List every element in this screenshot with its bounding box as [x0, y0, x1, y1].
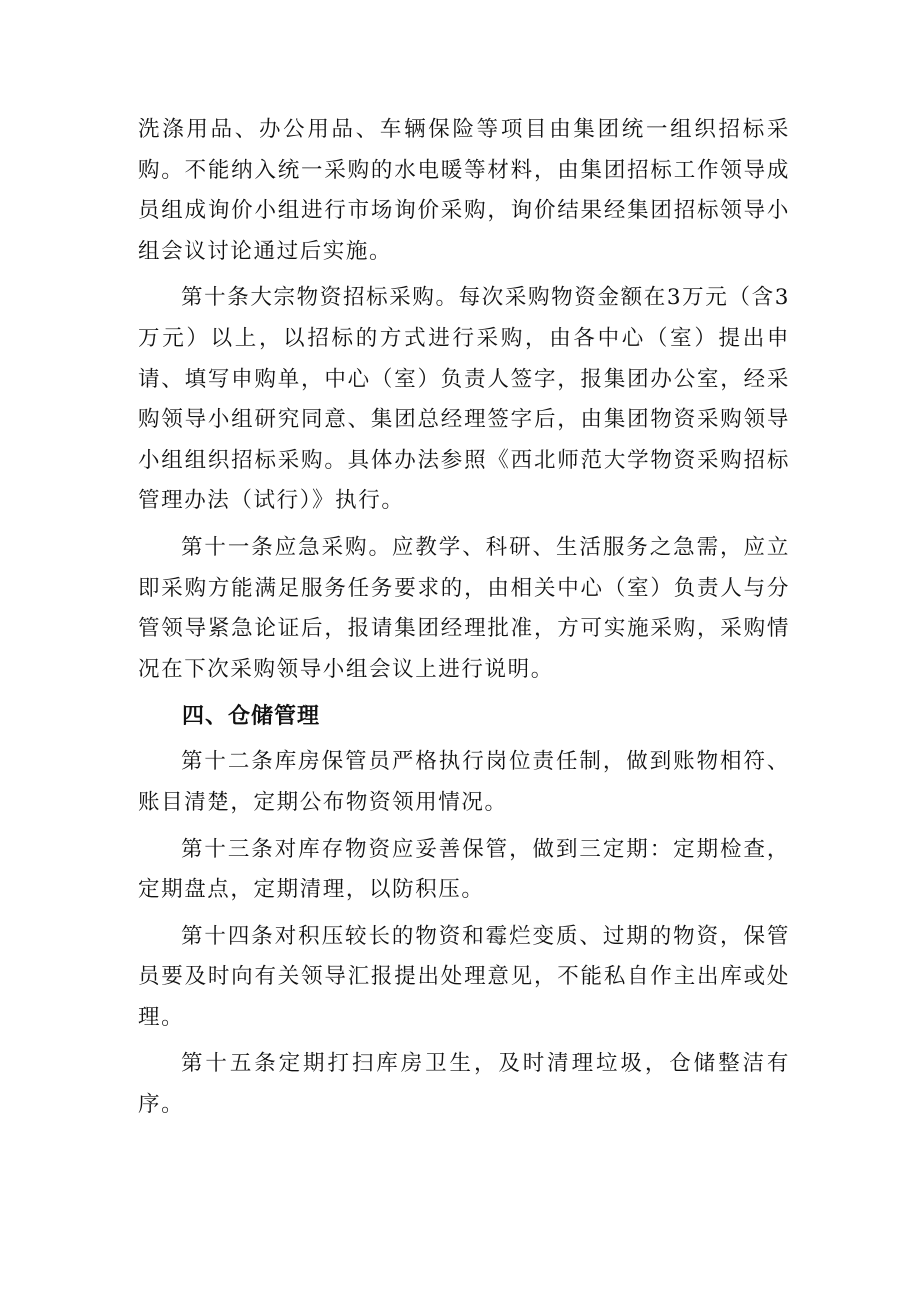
paragraph-article-12: 第十二条库房保管员严格执行岗位责任制，做到账物相符、账目清楚，定期公布物资领用情况。 [138, 749, 790, 815]
paragraph-article-14: 第十四条对积压较长的物资和霉烂变质、过期的物资，保管员要及时向有关领导汇报提出处理意见，不能私自作主出库或处理。 [138, 923, 790, 1030]
paragraph-article-10: 第十条大宗物资招标采购。每次采购物资金额在3万元（含3万元）以上，以招标的方式进行采购，由各中心（室）提出申请、填写申购单，中心（室）负责人签字，报集团办公室，经采购领导小组研究同意、集团总经理签字后，由集团物资采购领导小组组织招标采购。具体办法参照《西北师范大学物资采购招标管理办法（试行）》执行。 [138, 285, 790, 514]
paragraph-article-15: 第十五条定期打扫库房卫生，及时清理垃圾，仓储整洁有序。 [138, 1051, 790, 1118]
paragraph-article-13: 第十三条对库存物资应妥善保管，做到三定期：定期检查，定期盘点，定期清理，以防积压。 [138, 836, 790, 903]
section-heading: 四、仓储管理 [182, 704, 321, 730]
paragraph-article-11: 第十一条应急采购。应教学、科研、生活服务之急需，应立即采购方能满足服务任务要求的，由相关中心（室）负责人与分管领导紧急论证后，报请集团经理批准，方可实施采购，采购情况在下次采购领导小组会议上进行说明。 [138, 534, 790, 682]
document-body [138, 110, 790, 1132]
paragraph-continued: 洗涤用品、办公用品、车辆保险等项目由集团统一组织招标采购。不能纳入统一采购的水电暖等材料，由集团招标工作领导成员组成询价小组进行市场询价采购，询价结果经集团招标领导小组会议讨论通过后实施。 [138, 117, 790, 264]
